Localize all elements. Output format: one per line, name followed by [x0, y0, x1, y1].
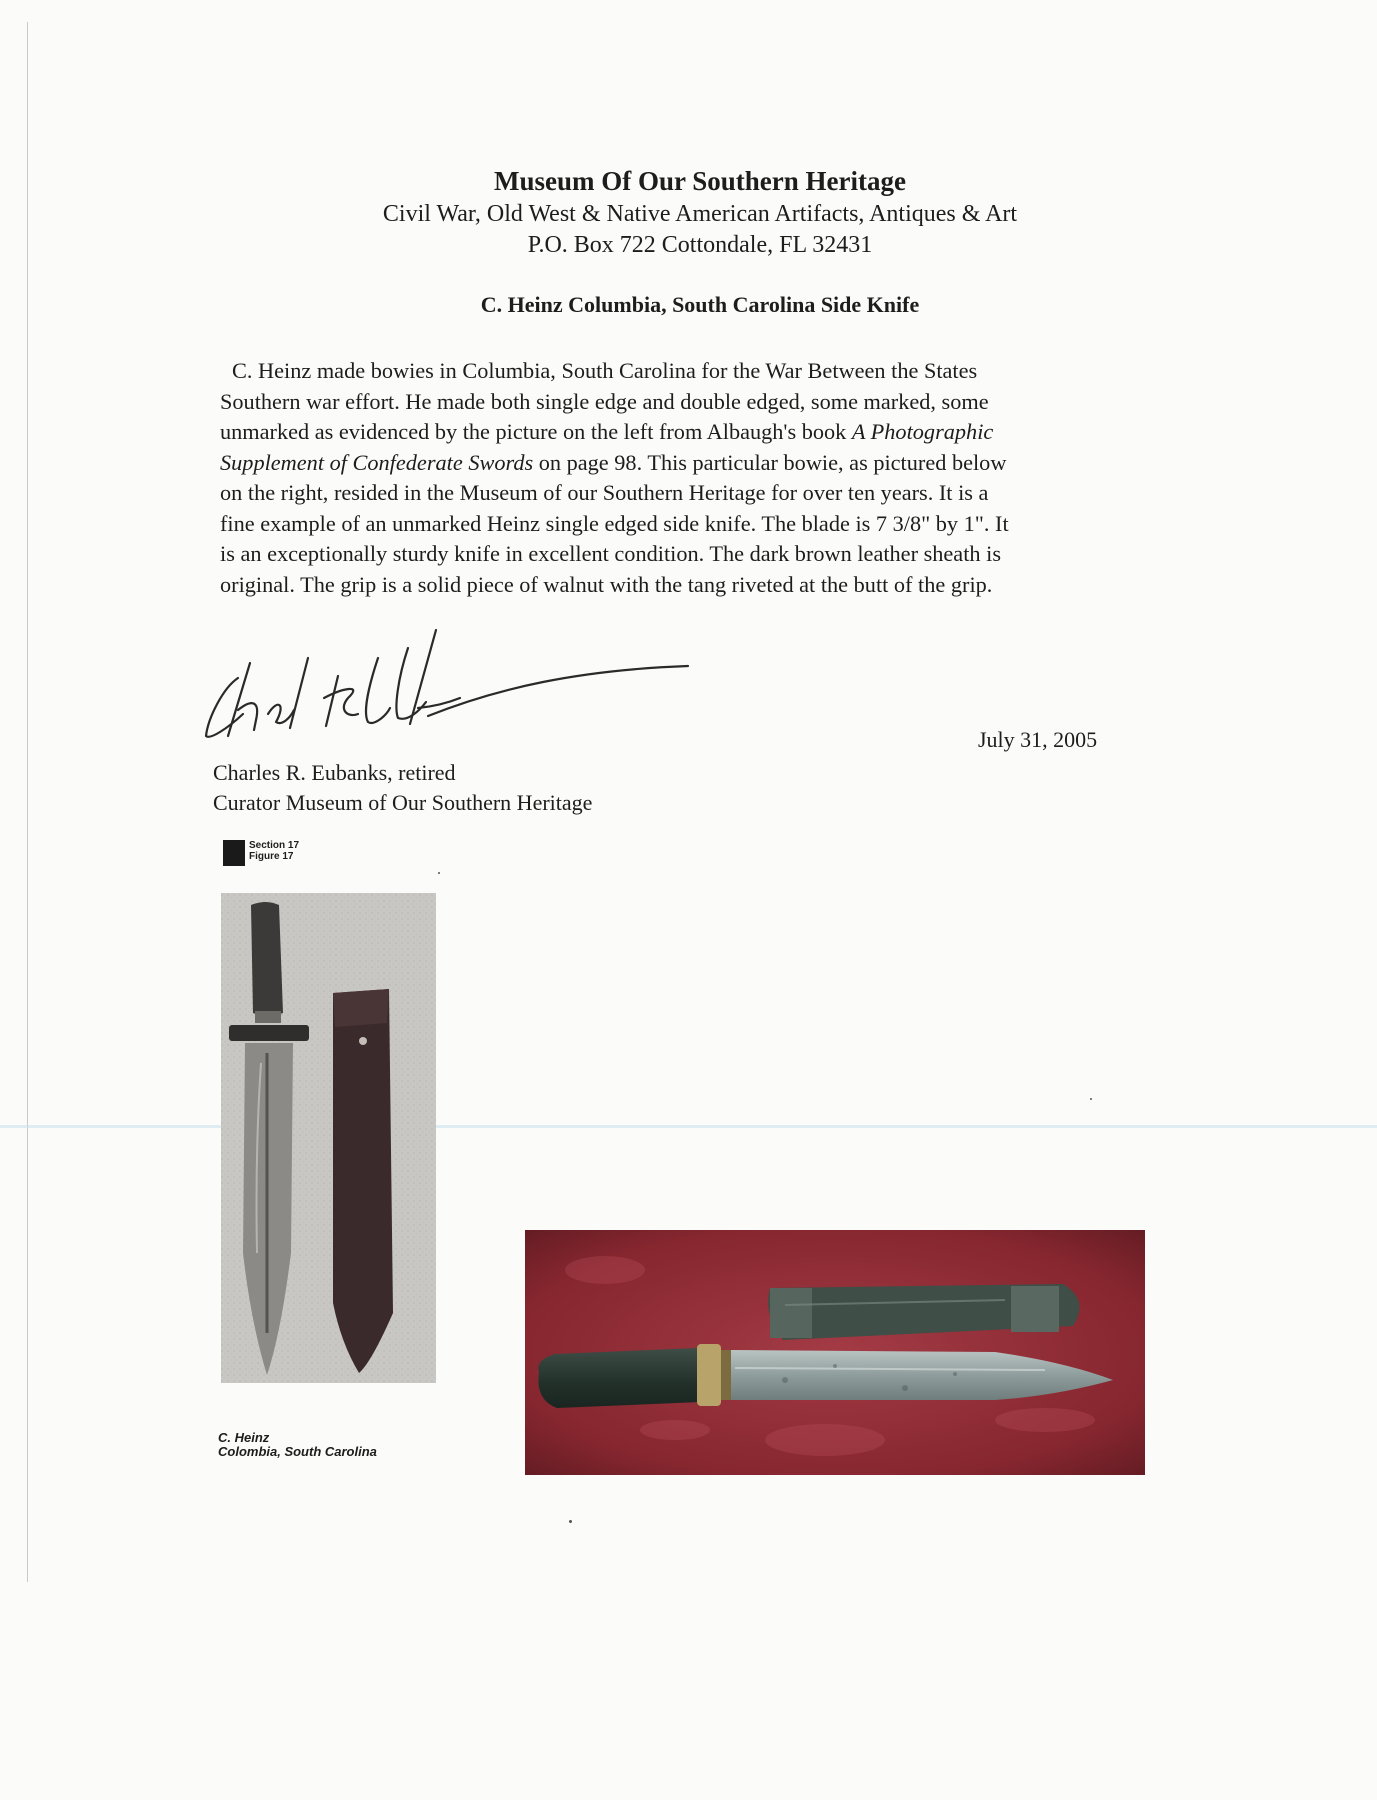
body-line: on the right, resided in the Museum of our Southern Heritage for over ten years. It is a [220, 480, 989, 505]
caption-maker: C. Heinz [218, 1430, 270, 1445]
description-paragraph [220, 356, 1180, 600]
caption-location: Colombia, South Carolina [218, 1444, 377, 1459]
body-line: Southern war effort. He made both single edge and double edged, some marked, some [220, 388, 989, 414]
figure-marker [223, 840, 245, 866]
body-line [220, 417, 1180, 448]
section-label: Section 17 [249, 840, 300, 851]
book-title-part1: A Photographic [851, 419, 994, 444]
body-line [220, 448, 1180, 479]
org-name: Museum Of Our Southern Heritage [494, 166, 906, 196]
page-margin-line [27, 22, 28, 1582]
scan-speck [569, 1520, 572, 1523]
document-title: C. Heinz Columbia, South Carolina Side Knife [480, 292, 920, 317]
scan-speck [1090, 1098, 1092, 1100]
figure-label-text [249, 840, 299, 862]
signer-name: Charles R. Eubanks, retired [213, 760, 456, 785]
book-photo-knife-and-sheath [221, 893, 436, 1383]
figure-number: Figure 17 [249, 851, 294, 862]
book-title-part2: Supplement of Confederate Swords [220, 449, 534, 475]
body-line: original. The grip is a solid piece of walnut with the tang riveted at the butt of the grip. [220, 571, 993, 597]
museum-photo-knife-and-sheath [525, 1230, 1145, 1475]
handwritten-signature [198, 618, 698, 748]
scan-speck [438, 872, 440, 874]
body-text-fragment: unmarked as evidenced by the picture on the left from Albaugh's book [220, 419, 852, 444]
signature-date: July 31, 2005 [978, 727, 1098, 752]
signer-role: Curator Museum of Our Southern Heritage [213, 790, 593, 815]
body-line: is an exceptionally sturdy knife in excellent condition. The dark brown leather sheath is [220, 541, 1001, 566]
org-address: P.O. Box 722 Cottondale, FL 32431 [527, 232, 873, 258]
org-tagline: Civil War, Old West & Native American Artifacts, Antiques & Art [382, 201, 1018, 227]
body-line: C. Heinz made bowies in Columbia, South Carolina for the War Between the States [232, 358, 978, 383]
body-text-fragment: on page 98. This particular bowie, as pictured below [533, 449, 1007, 475]
signer-block [213, 758, 592, 818]
body-line: fine example of an unmarked Heinz single edged side knife. The blade is 7 3/8" by 1". It [220, 510, 1009, 536]
letterhead [200, 163, 1200, 261]
figure-label [223, 840, 299, 866]
figure-caption [218, 1431, 377, 1459]
scan-artifact-band [0, 1125, 1377, 1128]
